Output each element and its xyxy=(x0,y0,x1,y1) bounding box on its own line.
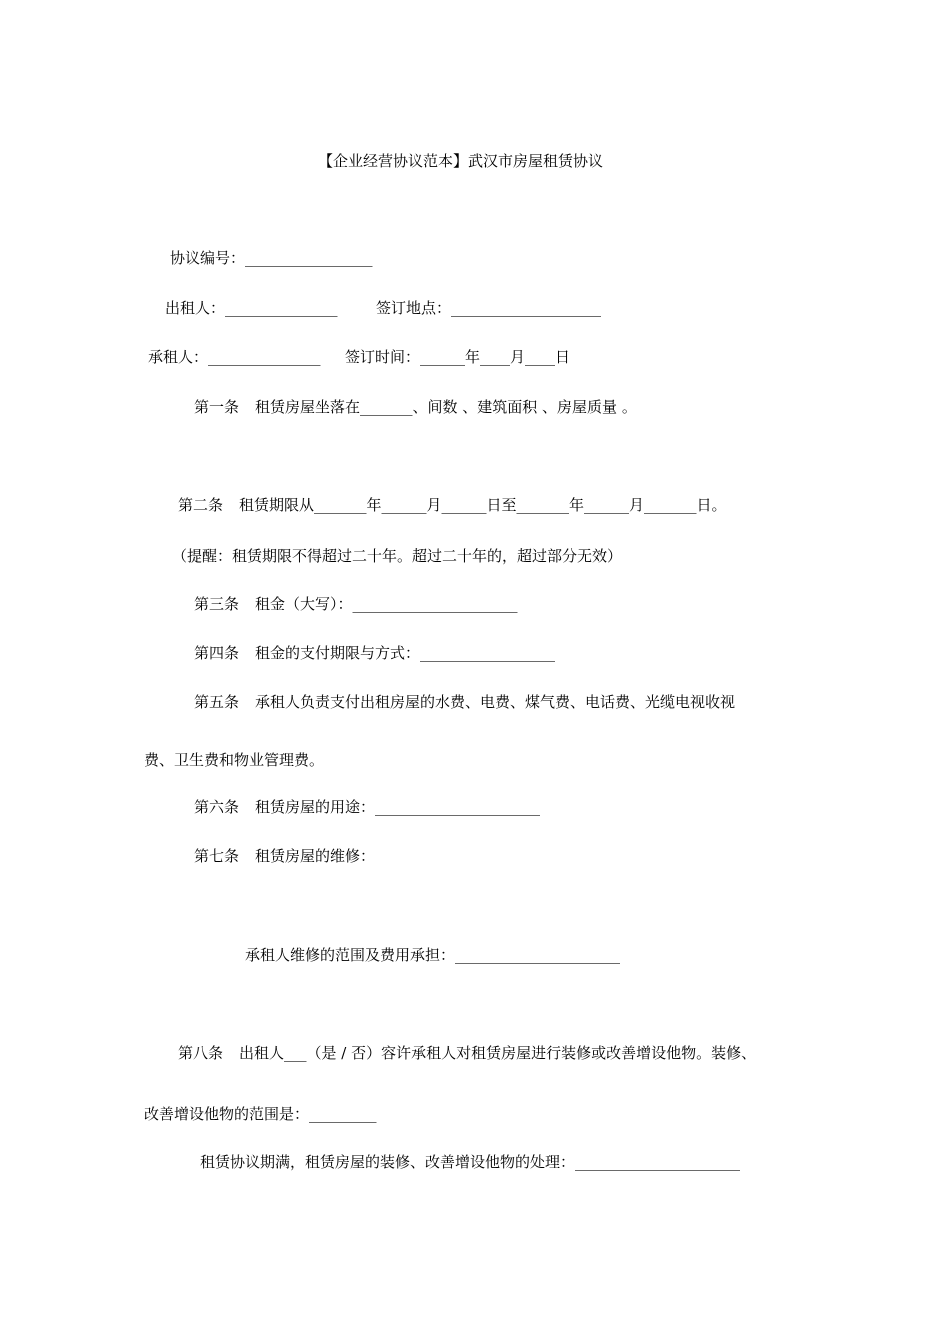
article-4-text: 租金的支付期限与方式：__________________ xyxy=(255,644,556,662)
article-5 xyxy=(194,692,735,712)
article-1-number: 第一条 xyxy=(194,398,240,416)
article-8-continuation: 改善增设他物的范围是：_________ xyxy=(144,1105,377,1123)
article-2-number: 第二条 xyxy=(178,496,224,514)
agreement-number-field: 协议编号：_________________ xyxy=(170,249,373,267)
document-title: 【企业经营协议范本】武汉市房屋租赁协议 xyxy=(318,152,604,170)
article-3-number: 第三条 xyxy=(194,595,240,613)
lessor-field: 出租人：_______________ xyxy=(165,299,338,317)
article-8 xyxy=(178,1043,756,1063)
article-6 xyxy=(194,797,540,817)
article-5-number: 第五条 xyxy=(194,693,240,711)
sign-time-field: 签订时间：______年____月____日 xyxy=(345,348,571,366)
reminder-note: （提醒：租赁期限不得超过二十年。超过二十年的，超过部分无效） xyxy=(172,547,623,565)
article-6-number: 第六条 xyxy=(194,798,240,816)
article-1 xyxy=(194,397,637,417)
article-5-text: 承租人负责支付出租房屋的水费、电费、煤气费、电话费、光缆电视收视 xyxy=(255,693,736,711)
article-3 xyxy=(194,594,518,614)
expiry-handling-field: 租赁协议期满，租赁房屋的装修、改善增设他物的处理：______________________ xyxy=(200,1153,741,1171)
article-4-number: 第四条 xyxy=(194,644,240,662)
article-5-continuation: 费、卫生费和物业管理费。 xyxy=(144,751,325,769)
repair-scope-field: 承租人维修的范围及费用承担：______________________ xyxy=(245,946,621,964)
article-8-number: 第八条 xyxy=(178,1044,224,1062)
article-3-text: 租金（大写）：______________________ xyxy=(255,595,518,613)
article-7 xyxy=(194,846,375,866)
article-8-text: 出租人___（是 / 否）容许承租人对租赁房屋进行装修或改善增设他物。装修、 xyxy=(239,1044,757,1062)
article-6-text: 租赁房屋的用途：______________________ xyxy=(255,798,541,816)
article-4 xyxy=(194,643,555,663)
article-7-text: 租赁房屋的维修： xyxy=(255,847,376,865)
article-2-text: 租赁期限从_______年______月______日至_______年______月_______日。 xyxy=(239,496,727,514)
article-7-number: 第七条 xyxy=(194,847,240,865)
lessee-field: 承租人：_______________ xyxy=(148,348,321,366)
article-2 xyxy=(178,495,727,515)
sign-place-field: 签订地点：____________________ xyxy=(376,299,602,317)
article-1-text: 租赁房屋坐落在_______、间数 、建筑面积 、房屋质量 。 xyxy=(255,398,637,416)
